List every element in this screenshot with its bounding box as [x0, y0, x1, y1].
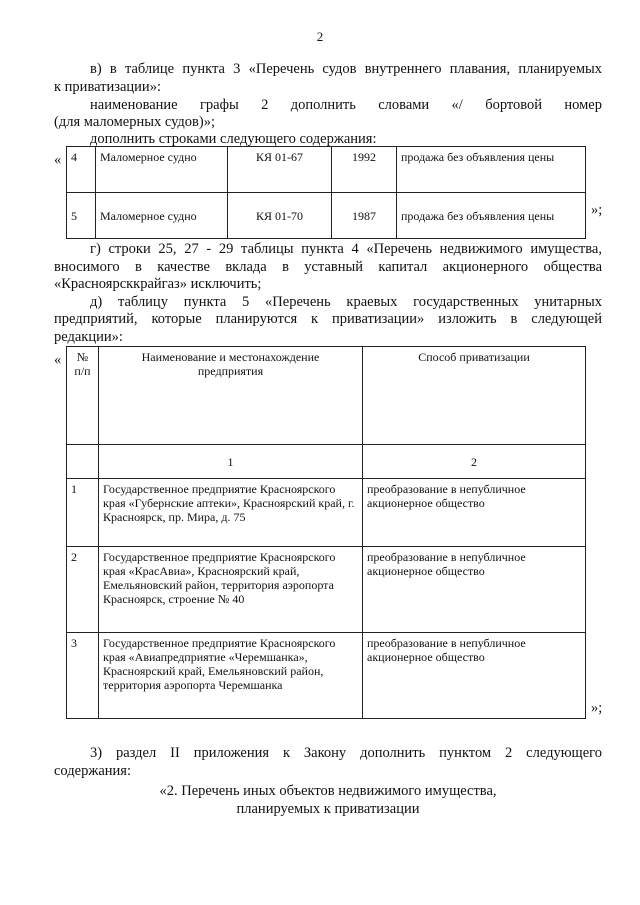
header-number: № п/п	[67, 347, 99, 445]
row-number: 3	[67, 633, 99, 719]
para-g-line1: г) строки 25, 27 - 29 таблицы пункта 4 «Перечень недвижимого имущества,	[90, 241, 602, 257]
para-v-line5: дополнить строками следующего содержания:	[90, 131, 377, 147]
section-heading-line1: «2. Перечень иных объектов недвижимого имущества,	[159, 783, 497, 799]
header-name: Наименование и местонахождение предприятия	[99, 347, 363, 445]
vessel-reg-number: КЯ 01-67	[228, 147, 332, 193]
page-number: 2	[316, 29, 324, 44]
vessel-name: Маломерное судно	[96, 193, 228, 239]
table-row	[67, 147, 586, 193]
table1-open-quote: «	[54, 152, 62, 168]
privatization-method: преобразование в непубличное акционерное общество	[363, 479, 586, 547]
para-v-line3: наименование графы 2 дополнить словами «/ бортовой номер	[90, 97, 602, 113]
para-v-line2: к приватизации»:	[54, 79, 161, 95]
para-3-line1: 3) раздел II приложения к Закону дополнить пунктом 2 следующего	[90, 745, 602, 761]
section-heading-line2: планируемых к приватизации	[236, 801, 420, 817]
vessel-name: Маломерное судно	[96, 147, 228, 193]
para-d-line1: д) таблицу пункта 5 «Перечень краевых государственных унитарных	[90, 294, 602, 310]
enterprise-name: Государственное предприятие Красноярского края «Губернские аптеки», Красноярский край, г. Красноярск, пр. Мира, д. 75	[99, 479, 363, 547]
para-v-line4: (для маломерных судов)»;	[54, 114, 215, 130]
row-number: 2	[67, 547, 99, 633]
privatization-method: преобразование в непубличное акционерное общество	[363, 547, 586, 633]
para-3-line2: содержания:	[54, 763, 132, 779]
para-g-line3: «Красноярсккрайгаз» исключить;	[54, 276, 262, 292]
row-number: 1	[67, 479, 99, 547]
table-row	[67, 633, 586, 719]
enterprise-name: Государственное предприятие Красноярского края «Авиапредприятие «Черемшанка», Красноярский край, Емельяновский район, территория аэропорта Черемшанка	[99, 633, 363, 719]
row-number: 4	[67, 147, 96, 193]
privatization-method: продажа без объявления цены	[397, 193, 586, 239]
table-col-numbers-row	[67, 445, 586, 479]
table-header-row	[67, 347, 586, 445]
privatization-method: преобразование в непубличное акционерное общество	[363, 633, 586, 719]
row-number: 5	[67, 193, 96, 239]
para-g-line2: вносимого в качестве вклада в уставный капитал акционерного общества	[54, 259, 602, 275]
col-number-2: 2	[363, 445, 586, 479]
enterprise-name: Государственное предприятие Красноярского края «КрасАвиа», Красноярский край, Емельяновский район, территория аэропорта Красноярск, строение № 40	[99, 547, 363, 633]
enterprises-table	[66, 346, 586, 719]
ships-table	[66, 146, 586, 239]
vessel-year: 1987	[332, 193, 397, 239]
para-v-line1: в) в таблице пункта 3 «Перечень судов внутреннего плавания, планируемых	[90, 61, 602, 77]
header-method: Способ приватизации	[363, 347, 586, 445]
table-row	[67, 193, 586, 239]
vessel-year: 1992	[332, 147, 397, 193]
para-d-line2: предприятий, которые планируются к приватизации» изложить в следующей	[54, 311, 602, 327]
table-row	[67, 547, 586, 633]
table2-close-mark: »;	[591, 700, 603, 716]
vessel-reg-number: КЯ 01-70	[228, 193, 332, 239]
privatization-method: продажа без объявления цены	[397, 147, 586, 193]
table1-close-mark: »;	[591, 202, 603, 218]
col-number-1: 1	[99, 445, 363, 479]
para-d-line3: редакции»:	[54, 329, 123, 345]
table-row	[67, 479, 586, 547]
table2-open-quote: «	[54, 352, 62, 368]
